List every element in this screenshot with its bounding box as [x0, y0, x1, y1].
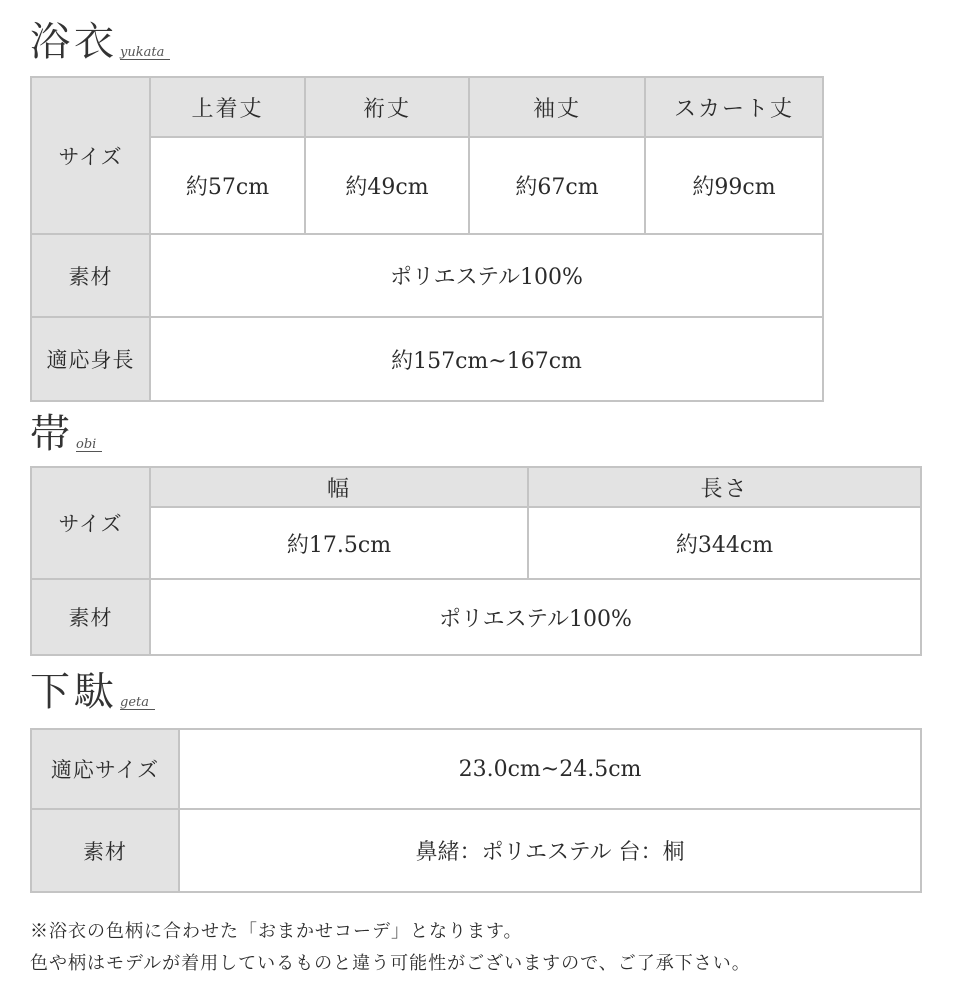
obi-size-label: サイズ — [31, 467, 150, 579]
yukata-romaji: yukata — [120, 46, 170, 60]
yukata-size-value: 約49cm — [305, 137, 469, 234]
obi-material-label: 素材 — [31, 579, 150, 655]
yukata-col-header: 袖丈 — [469, 77, 645, 137]
obi-material-value: ポリエステル100% — [150, 579, 921, 655]
geta-title: 下駄 — [30, 669, 118, 715]
geta-size-value: 23.0cm~24.5cm — [179, 729, 921, 809]
geta-romaji: geta — [120, 696, 155, 710]
yukata-size-value: 約57cm — [150, 137, 305, 234]
yukata-size-label: サイズ — [31, 77, 150, 234]
yukata-size-value: 約99cm — [645, 137, 823, 234]
yukata-height-label: 適応身長 — [31, 317, 150, 401]
obi-size-value: 約17.5cm — [150, 507, 528, 579]
yukata-col-header: スカート丈 — [645, 77, 823, 137]
obi-size-value: 約344cm — [528, 507, 921, 579]
geta-size-label: 適応サイズ — [31, 729, 179, 809]
obi-title: 帯 — [30, 411, 74, 457]
yukata-spec-table — [30, 76, 824, 402]
obi-col-header: 幅 — [150, 467, 528, 507]
yukata-col-header: 上着丈 — [150, 77, 305, 137]
yukata-section-title — [30, 19, 170, 65]
geta-material-label: 素材 — [31, 809, 179, 892]
note-line: ※浴衣の色柄に合わせた「おまかせコーデ」となります。 — [30, 921, 523, 942]
yukata-height-value: 約157cm~167cm — [150, 317, 823, 401]
obi-spec-table — [30, 466, 922, 656]
obi-section-title — [30, 411, 102, 457]
obi-romaji: obi — [76, 438, 102, 452]
yukata-col-header: 裄丈 — [305, 77, 469, 137]
obi-col-header: 長さ — [528, 467, 921, 507]
yukata-title: 浴衣 — [30, 19, 118, 65]
note-line: 色や柄はモデルが着用しているものと違う可能性がございますので、ご了承下さい。 — [30, 953, 751, 974]
geta-section-title — [30, 669, 155, 715]
geta-material-value: 鼻緒：ポリエステル 台：桐 — [179, 809, 921, 892]
yukata-size-value: 約67cm — [469, 137, 645, 234]
notes — [30, 916, 751, 980]
geta-spec-table — [30, 728, 922, 893]
yukata-material-label: 素材 — [31, 234, 150, 317]
yukata-material-value: ポリエステル100% — [150, 234, 823, 317]
